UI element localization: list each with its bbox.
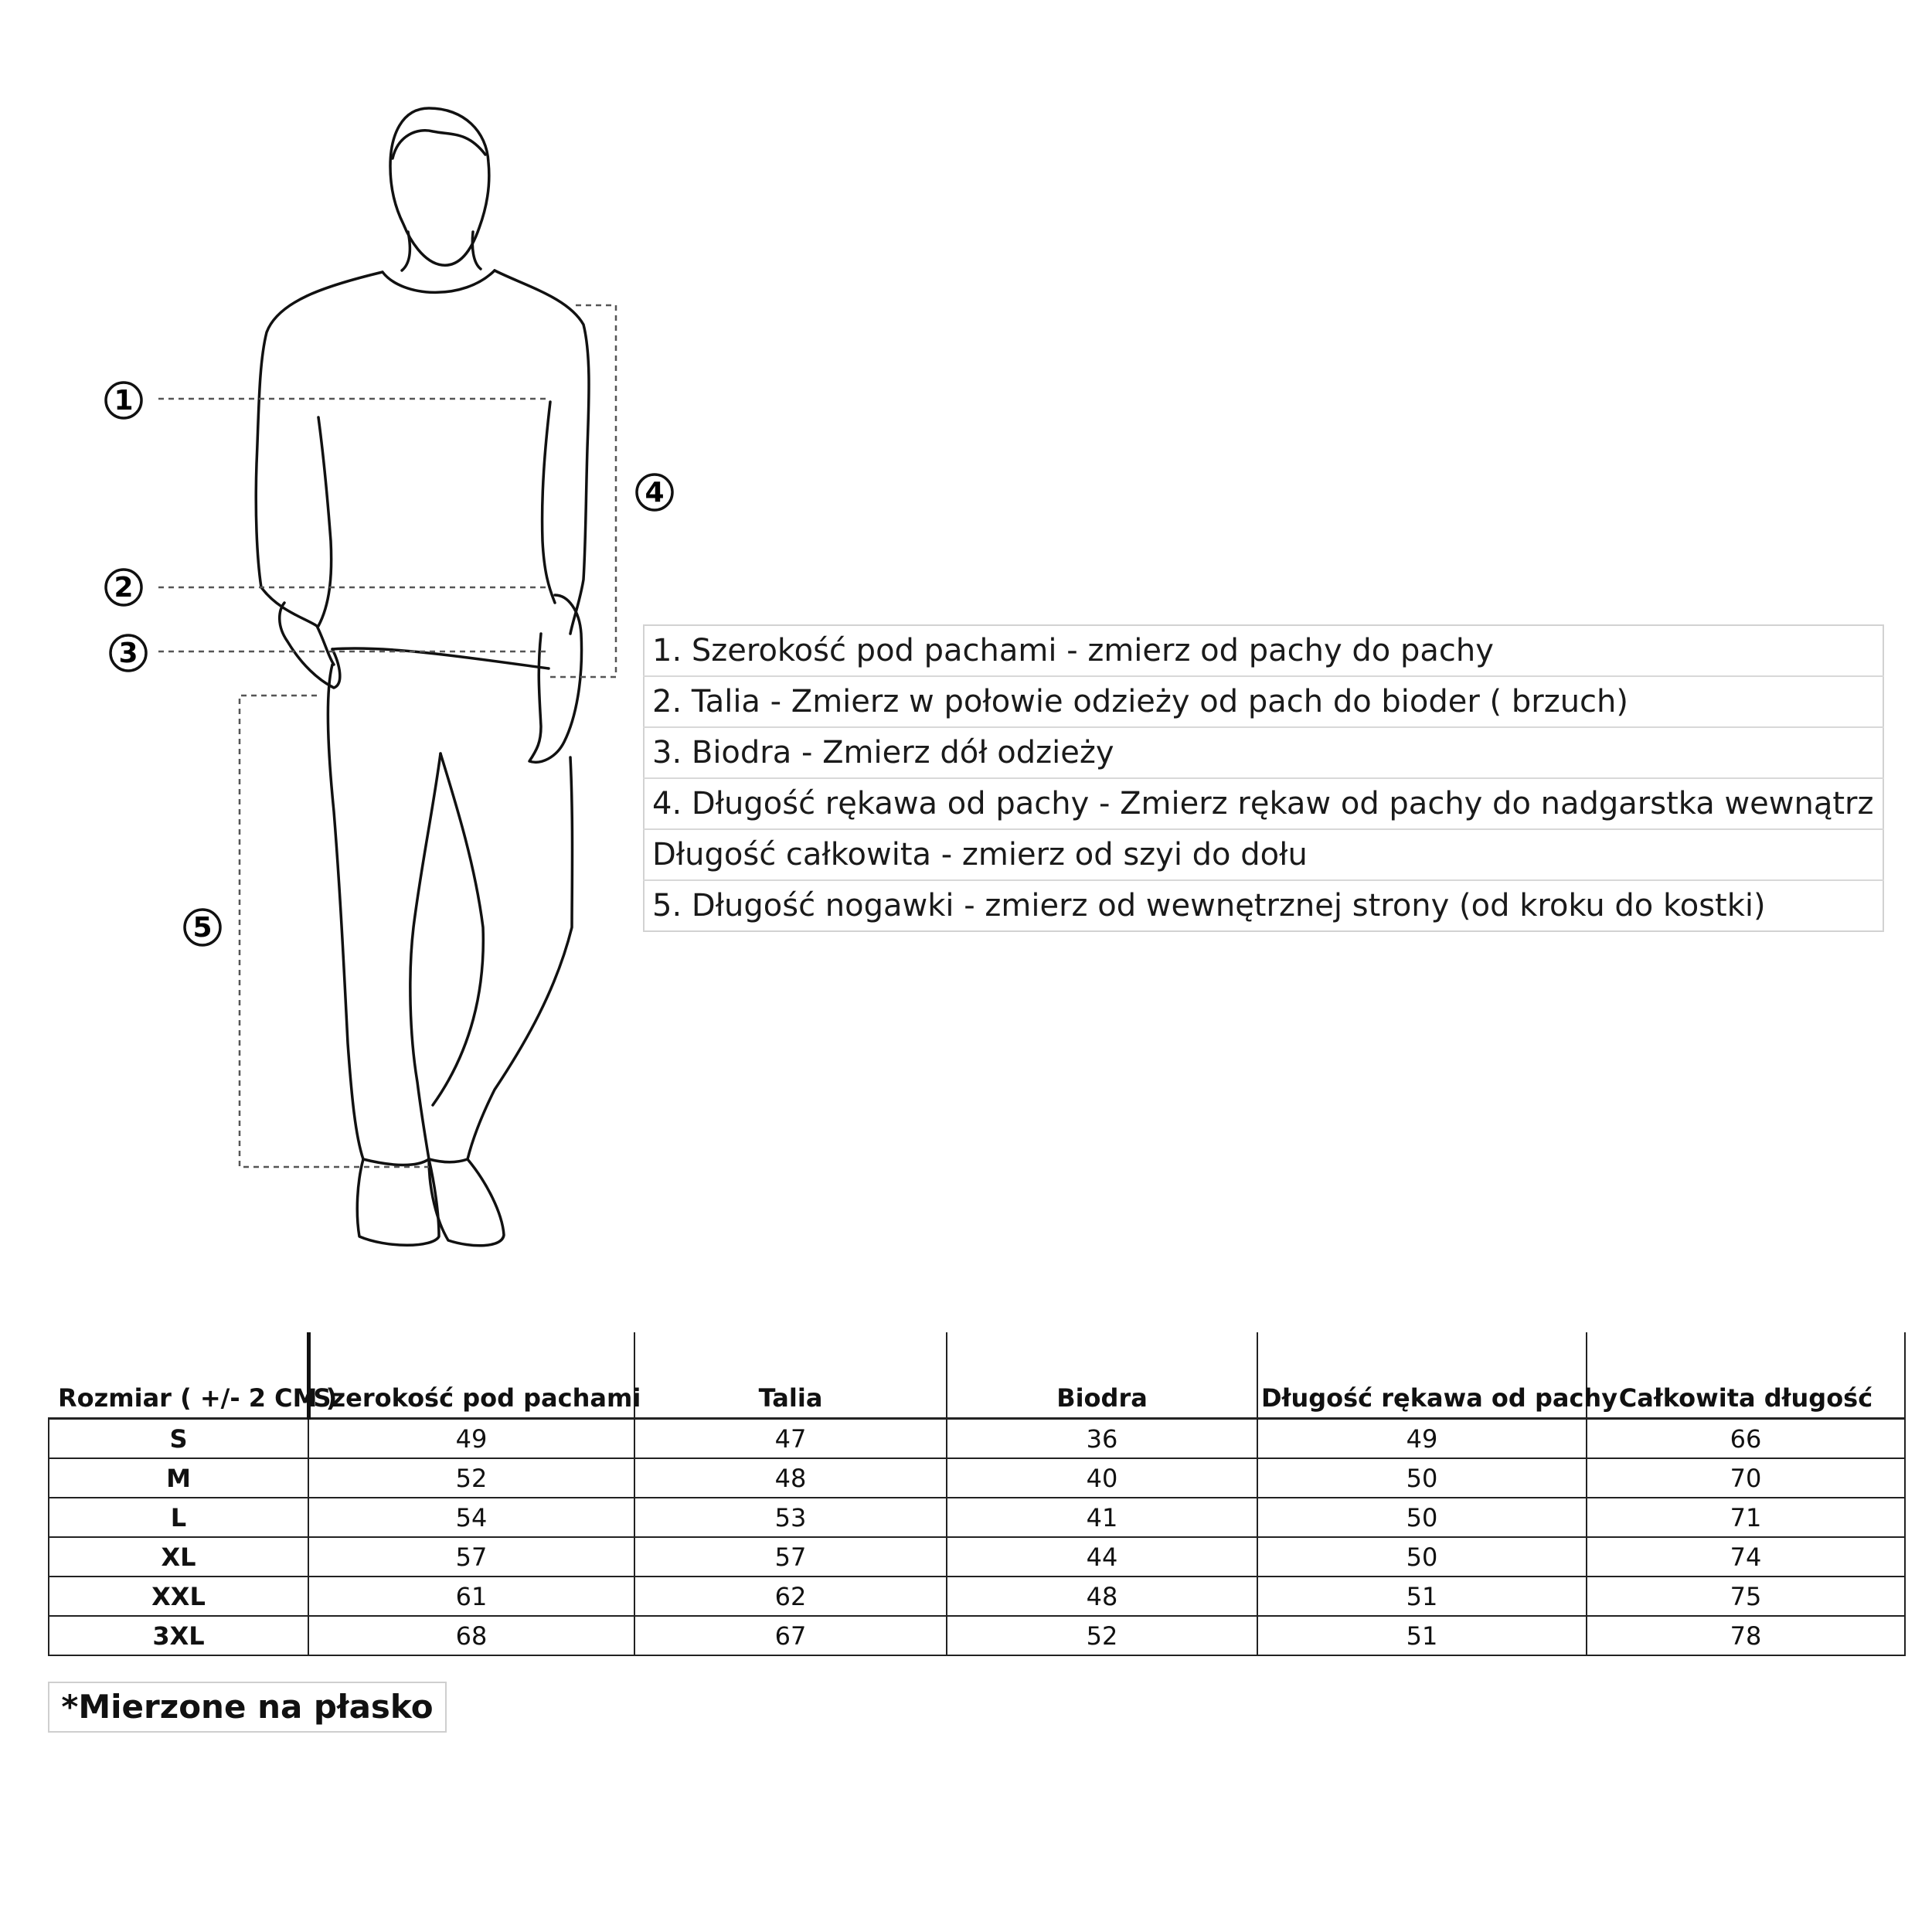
table-cell: 67 bbox=[634, 1616, 947, 1655]
size-label: 3XL bbox=[49, 1616, 308, 1655]
svg-text:1: 1 bbox=[114, 385, 134, 417]
legend-row bbox=[644, 625, 1883, 676]
table-cell: 54 bbox=[308, 1498, 634, 1537]
table-row bbox=[49, 1419, 1905, 1459]
table-cell: 40 bbox=[947, 1458, 1257, 1498]
measurement-legend bbox=[643, 624, 1884, 932]
table-cell: 50 bbox=[1257, 1458, 1587, 1498]
table-row bbox=[49, 1458, 1905, 1498]
svg-text:5: 5 bbox=[192, 912, 213, 944]
legend-row bbox=[644, 676, 1883, 727]
table-cell: 71 bbox=[1587, 1498, 1905, 1537]
marker-3 bbox=[111, 635, 146, 671]
marker-4 bbox=[637, 474, 672, 510]
legend-item-2: 2. Talia - Zmierz w połowie odzieży od pach do bioder ( brzuch) bbox=[644, 676, 1883, 727]
table-cell: 49 bbox=[308, 1419, 634, 1459]
man-silhouette-icon bbox=[256, 108, 589, 1246]
size-label: XL bbox=[49, 1537, 308, 1577]
table-cell: 52 bbox=[947, 1616, 1257, 1655]
table-cell: 57 bbox=[634, 1537, 947, 1577]
table-cell: 68 bbox=[308, 1616, 634, 1655]
header-sleeve-length: Długość rękawa od pachy bbox=[1257, 1332, 1587, 1419]
table-cell: 70 bbox=[1587, 1458, 1905, 1498]
legend-row bbox=[644, 727, 1883, 778]
svg-text:2: 2 bbox=[114, 572, 134, 604]
marker-1 bbox=[106, 383, 141, 418]
header-waist: Talia bbox=[634, 1332, 947, 1419]
table-cell: 51 bbox=[1257, 1577, 1587, 1616]
header-size: Rozmiar ( +/- 2 CM ) bbox=[49, 1332, 308, 1419]
table-cell: 50 bbox=[1257, 1498, 1587, 1537]
table-cell: 62 bbox=[634, 1577, 947, 1616]
table-cell: 48 bbox=[947, 1577, 1257, 1616]
header-armpit-width: Szerokość pod pachami bbox=[308, 1332, 634, 1419]
size-label: L bbox=[49, 1498, 308, 1537]
size-label: M bbox=[49, 1458, 308, 1498]
table-cell: 49 bbox=[1257, 1419, 1587, 1459]
size-label: S bbox=[49, 1419, 308, 1459]
table-cell: 52 bbox=[308, 1458, 634, 1498]
table-cell: 41 bbox=[947, 1498, 1257, 1537]
size-table-header-row bbox=[49, 1332, 1905, 1419]
table-cell: 36 bbox=[947, 1419, 1257, 1459]
table-cell: 66 bbox=[1587, 1419, 1905, 1459]
legend-item-4: 4. Długość rękawa od pachy - Zmierz rękaw od pachy do nadgarstka wewnątrz bbox=[644, 778, 1883, 829]
table-cell: 75 bbox=[1587, 1577, 1905, 1616]
header-total-length: Całkowita długość bbox=[1587, 1332, 1905, 1419]
legend-item-1: 1. Szerokość pod pachami - zmierz od pachy do pachy bbox=[652, 633, 1494, 668]
table-cell: 51 bbox=[1257, 1616, 1587, 1655]
legend-item-total-length: Długość całkowita - zmierz od szyi do dołu bbox=[644, 829, 1883, 880]
table-cell: 50 bbox=[1257, 1537, 1587, 1577]
table-cell: 57 bbox=[308, 1537, 634, 1577]
table-cell: 78 bbox=[1587, 1616, 1905, 1655]
table-row bbox=[49, 1577, 1905, 1616]
table-cell: 53 bbox=[634, 1498, 947, 1537]
svg-text:3: 3 bbox=[118, 638, 138, 669]
table-cell: 61 bbox=[308, 1577, 634, 1616]
svg-text:4: 4 bbox=[645, 477, 665, 509]
legend-row bbox=[644, 880, 1883, 931]
marker-5 bbox=[185, 910, 220, 945]
legend-item-3: 3. Biodra - Zmierz dół odzieży bbox=[644, 727, 1883, 778]
legend-row bbox=[644, 778, 1883, 829]
table-row bbox=[49, 1616, 1905, 1655]
table-row bbox=[49, 1537, 1905, 1577]
size-table bbox=[48, 1332, 1906, 1656]
marker-2 bbox=[106, 570, 141, 605]
table-row bbox=[49, 1498, 1905, 1537]
legend-item-5: 5. Długość nogawki - zmierz od wewnętrznej strony (od kroku do kostki) bbox=[644, 880, 1883, 931]
header-hips: Biodra bbox=[947, 1332, 1257, 1419]
table-cell: 44 bbox=[947, 1537, 1257, 1577]
measured-flat-note: *Mierzone na płasko bbox=[48, 1682, 447, 1733]
table-cell: 74 bbox=[1587, 1537, 1905, 1577]
table-cell: 48 bbox=[634, 1458, 947, 1498]
table-cell: 47 bbox=[634, 1419, 947, 1459]
size-label: XXL bbox=[49, 1577, 308, 1616]
legend-row bbox=[644, 829, 1883, 880]
